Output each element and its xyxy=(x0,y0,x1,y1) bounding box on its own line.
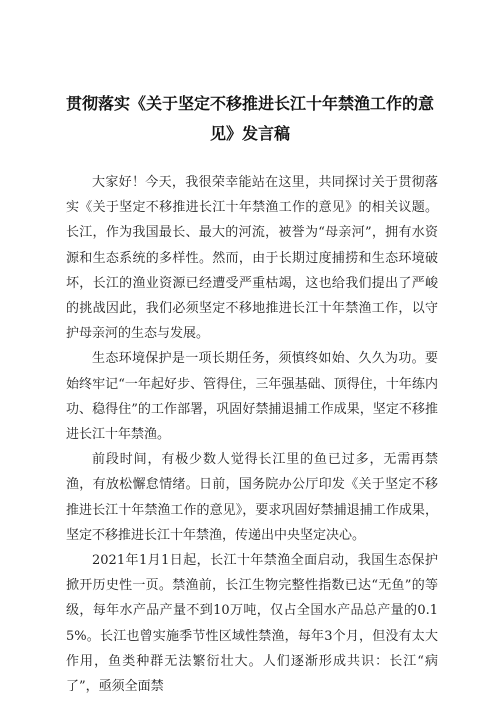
paragraph: 2021年1月1日起，长江十年禁渔全面启动，我国生态保护掀开历史性一页。禁渔前，长江生物完整性指数已达“无鱼”的等级，每年水产品产量不到10万吨，仅占全国水产品总产量的0.15%。长江也曾实施季节性区域性禁渔，每年3个月，但没有太大作用，鱼类种群无法繁衍壮大。人们逐渐形成共识：长江“病了”，亟须全面禁 xyxy=(66,553,438,695)
document-title-line-2: 见》发言稿 xyxy=(209,124,290,143)
document-body xyxy=(66,170,438,699)
paragraph: 大家好！今天，我很荣幸能站在这里，共同探讨关于贯彻落实《关于坚定不移推进长江十年禁渔工作的意见》的相关议题。长江，作为我国最长、最大的河流，被誉为“母亲河”，拥有水资源和生态系统的多样性。然而，由于长期过度捕捞和生态环境破坏，长江的渔业资源已经遭受严重枯竭，这也给我们提出了严峻的挑战因此，我们必须坚定不移地推进长江十年禁渔工作，以守护母亲河的生态与发展。 xyxy=(66,175,438,342)
document-title-line-1: 贯彻落实《关于坚定不移推进长江十年禁渔工作的意 xyxy=(65,94,434,113)
paragraph: 前段时间，有极少数人觉得长江里的鱼已过多，无需再禁渔，有放松懈怠情绪。日前，国务院办公厅印发《关于坚定不移推进长江十年禁渔工作的意见》，要求巩固好禁捕退捕工作成果，坚定不移推进长江十年禁渔，传递出中央坚定决心。 xyxy=(66,452,438,543)
paragraph: 生态环境保护是一项长期任务，须慎终如始、久久为功。要始终牢记“一年起好步、管得住，三年强基础、顶得住，十年练内功、稳得住”的工作部署，巩固好禁捕退捕工作成果，坚定不移推进长江十年禁渔。 xyxy=(66,351,438,443)
